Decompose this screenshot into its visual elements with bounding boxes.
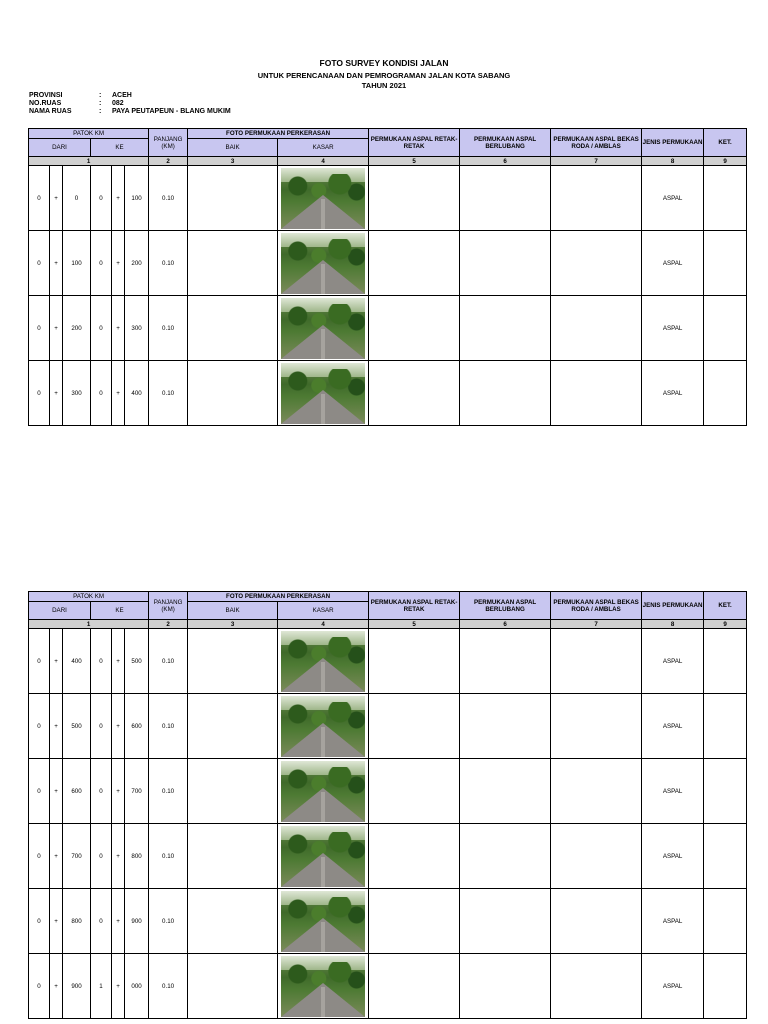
ke-km: 0 (91, 824, 112, 889)
header-panjang (149, 129, 188, 157)
meta-value: 082 (112, 100, 124, 107)
plus-sign: + (112, 889, 125, 954)
jenis-value: ASPAL (642, 629, 704, 694)
dari-km: 0 (29, 361, 50, 426)
bekas-roda-cell (551, 231, 642, 296)
photo-kasar-cell (278, 954, 369, 1019)
road-photo (281, 363, 365, 424)
road-photo-lane (321, 199, 325, 229)
header-retak: PERMUKAAN ASPAL RETAK-RETAK (369, 129, 460, 157)
ke-km: 0 (91, 629, 112, 694)
photo-kasar-cell (278, 694, 369, 759)
retak-cell (369, 296, 460, 361)
road-photo-lane (321, 987, 325, 1017)
header-ke: KE (91, 139, 149, 157)
photo-baik-cell (188, 954, 278, 1019)
header-baik: BAIK (188, 139, 278, 157)
photo-baik-cell (188, 824, 278, 889)
plus-sign: + (112, 361, 125, 426)
col-number: 8 (642, 157, 704, 166)
col-number: 7 (551, 157, 642, 166)
jenis-value: ASPAL (642, 694, 704, 759)
photo-kasar-cell (278, 231, 369, 296)
dari-km: 0 (29, 889, 50, 954)
plus-sign: + (50, 694, 63, 759)
header-jenis: JENIS PERMUKAAN (642, 129, 704, 157)
jenis-value: ASPAL (642, 296, 704, 361)
dari-m: 600 (63, 759, 91, 824)
berlubang-cell (460, 166, 551, 231)
panjang-value: 0.10 (149, 759, 188, 824)
header-panjang-label: PANJANG (153, 135, 183, 143)
col-number: 2 (149, 157, 188, 166)
table-row (29, 889, 747, 954)
plus-sign: + (112, 824, 125, 889)
col-number: 8 (642, 620, 704, 629)
dari-km: 0 (29, 231, 50, 296)
bekas-roda-cell (551, 824, 642, 889)
header-ke: KE (91, 602, 149, 620)
road-photo (281, 696, 365, 757)
col-number: 3 (188, 620, 278, 629)
berlubang-cell (460, 824, 551, 889)
road-photo (281, 233, 365, 294)
ke-km: 0 (91, 889, 112, 954)
header-panjang-label: PANJANG (153, 598, 183, 606)
panjang-value: 0.10 (149, 166, 188, 231)
jenis-value: ASPAL (642, 231, 704, 296)
berlubang-cell (460, 889, 551, 954)
meta-value: PAYA PEUTAPEUN - BLANG MUKIM (112, 108, 231, 115)
road-photo-lane (321, 922, 325, 952)
berlubang-cell (460, 296, 551, 361)
road-photo-lane (321, 727, 325, 757)
plus-sign: + (50, 824, 63, 889)
ke-km: 0 (91, 759, 112, 824)
document-year: TAHUN 2021 (361, 81, 407, 90)
road-photo (281, 826, 365, 887)
ket-cell (704, 166, 747, 231)
ket-cell (704, 296, 747, 361)
plus-sign: + (112, 954, 125, 1019)
panjang-value: 0.10 (149, 824, 188, 889)
road-photo (281, 631, 365, 692)
plus-sign: + (112, 296, 125, 361)
meta-value: ACEH (112, 92, 132, 99)
plus-sign: + (112, 231, 125, 296)
jenis-value: ASPAL (642, 361, 704, 426)
header-berlubang: PERMUKAAN ASPAL BERLUBANG (460, 592, 551, 620)
ke-m: 200 (125, 231, 149, 296)
col-number: 1 (29, 620, 149, 629)
header-bekas-roda: PERMUKAAN ASPAL BEKAS RODA / AMBLAS (551, 592, 642, 620)
ke-km: 0 (91, 231, 112, 296)
ke-km: 0 (91, 694, 112, 759)
header-kasar: KASAR (278, 139, 369, 157)
photo-kasar-cell (278, 629, 369, 694)
photo-baik-cell (188, 361, 278, 426)
meta-label: NO.RUAS (29, 100, 62, 107)
header-dari: DARI (29, 602, 91, 620)
table-row (29, 759, 747, 824)
road-photo-lane (321, 792, 325, 822)
photo-kasar-cell (278, 759, 369, 824)
ket-cell (704, 629, 747, 694)
photo-kasar-cell (278, 296, 369, 361)
jenis-value: ASPAL (642, 889, 704, 954)
ket-cell (704, 694, 747, 759)
panjang-value: 0.10 (149, 296, 188, 361)
bekas-roda-cell (551, 889, 642, 954)
col-number: 4 (278, 157, 369, 166)
header-kasar: KASAR (278, 602, 369, 620)
panjang-value: 0.10 (149, 629, 188, 694)
ket-cell (704, 954, 747, 1019)
col-number: 5 (369, 157, 460, 166)
table-row (29, 954, 747, 1019)
plus-sign: + (112, 759, 125, 824)
header-baik: BAIK (188, 602, 278, 620)
ke-m: 800 (125, 824, 149, 889)
col-number: 9 (704, 620, 747, 629)
dari-km: 0 (29, 166, 50, 231)
survey-table (28, 128, 747, 426)
dari-km: 0 (29, 694, 50, 759)
dari-m: 0 (63, 166, 91, 231)
ke-m: 000 (125, 954, 149, 1019)
road-photo-lane (321, 264, 325, 294)
ke-km: 0 (91, 166, 112, 231)
retak-cell (369, 361, 460, 426)
photo-kasar-cell (278, 889, 369, 954)
meta-provinsi (29, 92, 132, 100)
panjang-value: 0.10 (149, 954, 188, 1019)
retak-cell (369, 694, 460, 759)
dari-km: 0 (29, 954, 50, 1019)
berlubang-cell (460, 361, 551, 426)
panjang-value: 0.10 (149, 361, 188, 426)
photo-kasar-cell (278, 361, 369, 426)
road-photo (281, 761, 365, 822)
road-photo (281, 891, 365, 952)
col-number: 9 (704, 157, 747, 166)
col-number: 6 (460, 620, 551, 629)
col-number: 2 (149, 620, 188, 629)
dari-m: 500 (63, 694, 91, 759)
dari-km: 0 (29, 629, 50, 694)
bekas-roda-cell (551, 954, 642, 1019)
dari-km: 0 (29, 824, 50, 889)
photo-baik-cell (188, 231, 278, 296)
ket-cell (704, 889, 747, 954)
road-photo-lane (321, 662, 325, 692)
road-photo (281, 956, 365, 1017)
meta-no-ruas (29, 100, 124, 108)
jenis-value: ASPAL (642, 759, 704, 824)
berlubang-cell (460, 954, 551, 1019)
plus-sign: + (112, 694, 125, 759)
header-ket: KET. (704, 129, 747, 157)
panjang-value: 0.10 (149, 231, 188, 296)
header-patok-km: PATOK KM (29, 592, 149, 602)
bekas-roda-cell (551, 296, 642, 361)
header-panjang (149, 592, 188, 620)
header-berlubang: PERMUKAAN ASPAL BERLUBANG (460, 129, 551, 157)
header-retak: PERMUKAAN ASPAL RETAK-RETAK (369, 592, 460, 620)
photo-baik-cell (188, 889, 278, 954)
ke-m: 100 (125, 166, 149, 231)
ke-m: 300 (125, 296, 149, 361)
bekas-roda-cell (551, 361, 642, 426)
plus-sign: + (50, 759, 63, 824)
dari-m: 800 (63, 889, 91, 954)
header-foto: FOTO PERMUKAAN PERKERASAN (188, 592, 369, 602)
meta-separator: : (99, 100, 102, 107)
ke-m: 400 (125, 361, 149, 426)
retak-cell (369, 954, 460, 1019)
document-title: FOTO SURVEY KONDISI JALAN (319, 58, 449, 68)
bekas-roda-cell (551, 166, 642, 231)
col-number: 3 (188, 157, 278, 166)
photo-kasar-cell (278, 166, 369, 231)
header-ket: KET. (704, 592, 747, 620)
retak-cell (369, 166, 460, 231)
table-row (29, 694, 747, 759)
ke-km: 0 (91, 361, 112, 426)
col-number: 1 (29, 157, 149, 166)
panjang-value: 0.10 (149, 889, 188, 954)
berlubang-cell (460, 629, 551, 694)
road-photo-lane (321, 394, 325, 424)
dari-m: 300 (63, 361, 91, 426)
retak-cell (369, 629, 460, 694)
plus-sign: + (50, 629, 63, 694)
ket-cell (704, 231, 747, 296)
jenis-value: ASPAL (642, 954, 704, 1019)
col-number: 7 (551, 620, 642, 629)
ket-cell (704, 824, 747, 889)
table-row (29, 629, 747, 694)
col-number: 6 (460, 157, 551, 166)
photo-baik-cell (188, 166, 278, 231)
plus-sign: + (50, 166, 63, 231)
photo-kasar-cell (278, 824, 369, 889)
ke-km: 1 (91, 954, 112, 1019)
table-row (29, 824, 747, 889)
header-jenis: JENIS PERMUKAAN (642, 592, 704, 620)
dari-m: 100 (63, 231, 91, 296)
header-km-unit: (KM) (161, 605, 175, 613)
table-row (29, 166, 747, 231)
ke-m: 900 (125, 889, 149, 954)
plus-sign: + (50, 954, 63, 1019)
survey-table (28, 591, 747, 1019)
road-photo (281, 298, 365, 359)
ket-cell (704, 361, 747, 426)
retak-cell (369, 231, 460, 296)
table-row (29, 231, 747, 296)
document-subtitle: UNTUK PERENCANAAN DAN PEMROGRAMAN JALAN KOTA SABANG (257, 71, 511, 80)
dari-km: 0 (29, 296, 50, 361)
bekas-roda-cell (551, 759, 642, 824)
berlubang-cell (460, 694, 551, 759)
plus-sign: + (112, 629, 125, 694)
dari-m: 700 (63, 824, 91, 889)
meta-separator: : (99, 92, 102, 99)
photo-baik-cell (188, 759, 278, 824)
dari-m: 900 (63, 954, 91, 1019)
road-photo-lane (321, 857, 325, 887)
ket-cell (704, 759, 747, 824)
header-dari: DARI (29, 139, 91, 157)
jenis-value: ASPAL (642, 166, 704, 231)
plus-sign: + (112, 166, 125, 231)
col-number: 4 (278, 620, 369, 629)
bekas-roda-cell (551, 694, 642, 759)
plus-sign: + (50, 231, 63, 296)
dari-m: 400 (63, 629, 91, 694)
table-row (29, 296, 747, 361)
dari-m: 200 (63, 296, 91, 361)
photo-baik-cell (188, 629, 278, 694)
header-foto: FOTO PERMUKAAN PERKERASAN (188, 129, 369, 139)
bekas-roda-cell (551, 629, 642, 694)
road-photo (281, 168, 365, 229)
meta-separator: : (99, 108, 102, 115)
header-km-unit: (KM) (161, 142, 175, 150)
berlubang-cell (460, 231, 551, 296)
photo-baik-cell (188, 296, 278, 361)
col-number: 5 (369, 620, 460, 629)
retak-cell (369, 824, 460, 889)
dari-km: 0 (29, 759, 50, 824)
ke-m: 700 (125, 759, 149, 824)
ke-km: 0 (91, 296, 112, 361)
retak-cell (369, 889, 460, 954)
retak-cell (369, 759, 460, 824)
photo-baik-cell (188, 694, 278, 759)
berlubang-cell (460, 759, 551, 824)
plus-sign: + (50, 889, 63, 954)
header-bekas-roda: PERMUKAAN ASPAL BEKAS RODA / AMBLAS (551, 129, 642, 157)
jenis-value: ASPAL (642, 824, 704, 889)
plus-sign: + (50, 361, 63, 426)
plus-sign: + (50, 296, 63, 361)
meta-label: NAMA RUAS (29, 108, 72, 115)
meta-nama-ruas (29, 108, 231, 116)
meta-label: PROVINSI (29, 92, 63, 99)
panjang-value: 0.10 (149, 694, 188, 759)
ke-m: 500 (125, 629, 149, 694)
road-photo-lane (321, 329, 325, 359)
table-row (29, 361, 747, 426)
ke-m: 600 (125, 694, 149, 759)
header-patok-km: PATOK KM (29, 129, 149, 139)
